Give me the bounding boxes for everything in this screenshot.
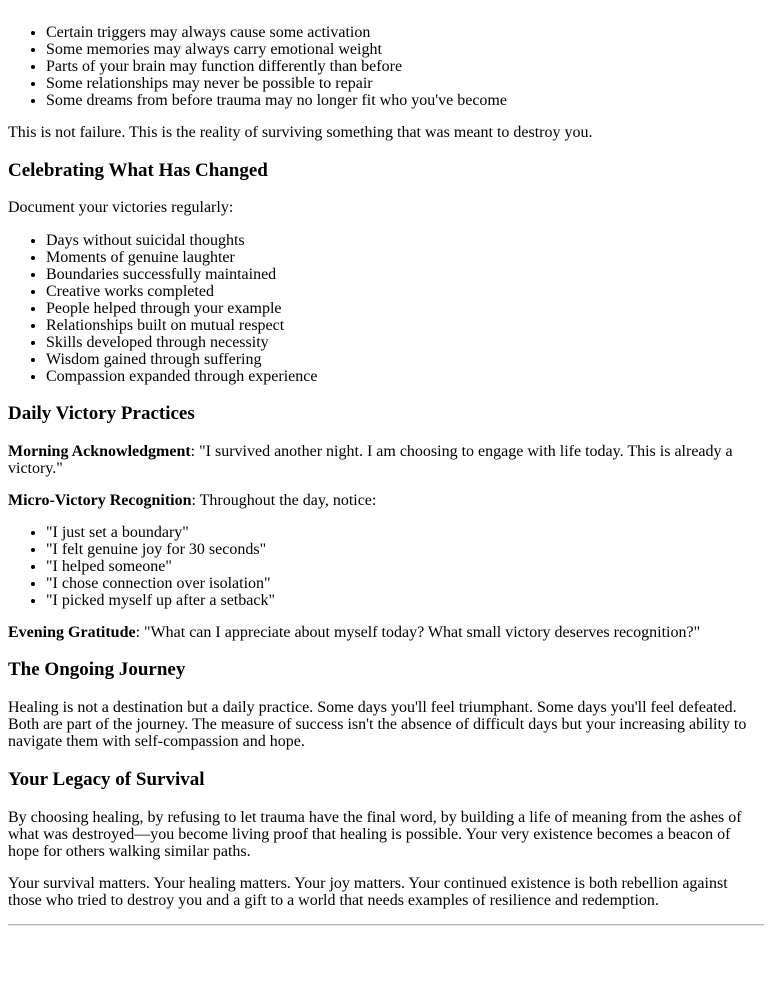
list-item: • Compassion expanded through experience bbox=[46, 368, 764, 385]
celebrating-intro: Document your victories regularly: bbox=[8, 199, 234, 216]
micro-label: Micro-Victory Recognition bbox=[8, 492, 192, 509]
not-failure-paragraph: This is not failure. This is the reality of surviving something that was meant to destroy you. bbox=[8, 124, 593, 141]
micro-text: : Throughout the day, notice: bbox=[191, 492, 377, 509]
list-item: • "I felt genuine joy for 30 seconds" bbox=[46, 541, 764, 558]
legacy-heading: Your Legacy of Survival bbox=[8, 769, 205, 790]
list-item: • "I chose connection over isolation" bbox=[46, 575, 764, 592]
list-item: • Certain triggers may always cause some activation bbox=[46, 24, 764, 41]
horizontal-divider bbox=[8, 924, 764, 926]
list-item: • "I helped someone" bbox=[46, 558, 764, 575]
ongoing-journey-paragraph: Healing is not a destination but a daily practice. Some days you'll feel triumphant. Some days you'll feel defeated. Both are part of the journey. The measure of success isn't the absence of difficult days but your increasing ability to navigate them with self-compassion and hope. bbox=[8, 699, 747, 750]
list-item: • Relationships built on mutual respect bbox=[46, 317, 764, 334]
evening-paragraph bbox=[8, 624, 764, 641]
micro-victories-list bbox=[8, 524, 764, 609]
list-item: • Skills developed through necessity bbox=[46, 334, 764, 351]
micro-paragraph bbox=[8, 492, 764, 509]
list-item: • Wisdom gained through suffering bbox=[46, 351, 764, 368]
list-item: • Boundaries successfully maintained bbox=[46, 266, 764, 283]
list-item: • People helped through your example bbox=[46, 300, 764, 317]
list-item: • Moments of genuine laughter bbox=[46, 249, 764, 266]
daily-practices-heading: Daily Victory Practices bbox=[8, 403, 195, 424]
morning-text: : "I survived another night. I am choosing to engage with life today. This is already a victory." bbox=[8, 443, 733, 477]
list-item: • Parts of your brain may function differently than before bbox=[46, 58, 764, 75]
legacy-paragraph-1: By choosing healing, by refusing to let trauma have the final word, by building a life of meaning from the ashes of what was destroyed—you become living proof that healing is possible. Your very existence becomes a beacon of hope for others walking similar paths. bbox=[8, 809, 742, 860]
victories-list bbox=[8, 232, 764, 385]
ongoing-journey-heading: The Ongoing Journey bbox=[8, 659, 186, 680]
list-item: • Days without suicidal thoughts bbox=[46, 232, 764, 249]
list-item: • Some relationships may never be possible to repair bbox=[46, 75, 764, 92]
evening-text: : "What can I appreciate about myself today? What small victory deserves recognition?" bbox=[135, 624, 701, 641]
legacy-paragraph-2: Your survival matters. Your healing matters. Your joy matters. Your continued existence is both rebellion against those who tried to destroy you and a gift to a world that needs examples of resilience and redemption. bbox=[8, 875, 728, 909]
morning-label: Morning Acknowledgment bbox=[8, 443, 191, 460]
morning-paragraph bbox=[8, 443, 764, 477]
list-item: • "I picked myself up after a setback" bbox=[46, 592, 764, 609]
celebrating-heading: Celebrating What Has Changed bbox=[8, 160, 268, 181]
list-item: • Some dreams from before trauma may no longer fit who you've become bbox=[46, 92, 764, 109]
list-item: • Creative works completed bbox=[46, 283, 764, 300]
list-item: • "I just set a boundary" bbox=[46, 524, 764, 541]
list-item: • Some memories may always carry emotional weight bbox=[46, 41, 764, 58]
intro-list bbox=[8, 0, 764, 109]
evening-label: Evening Gratitude bbox=[8, 624, 136, 641]
